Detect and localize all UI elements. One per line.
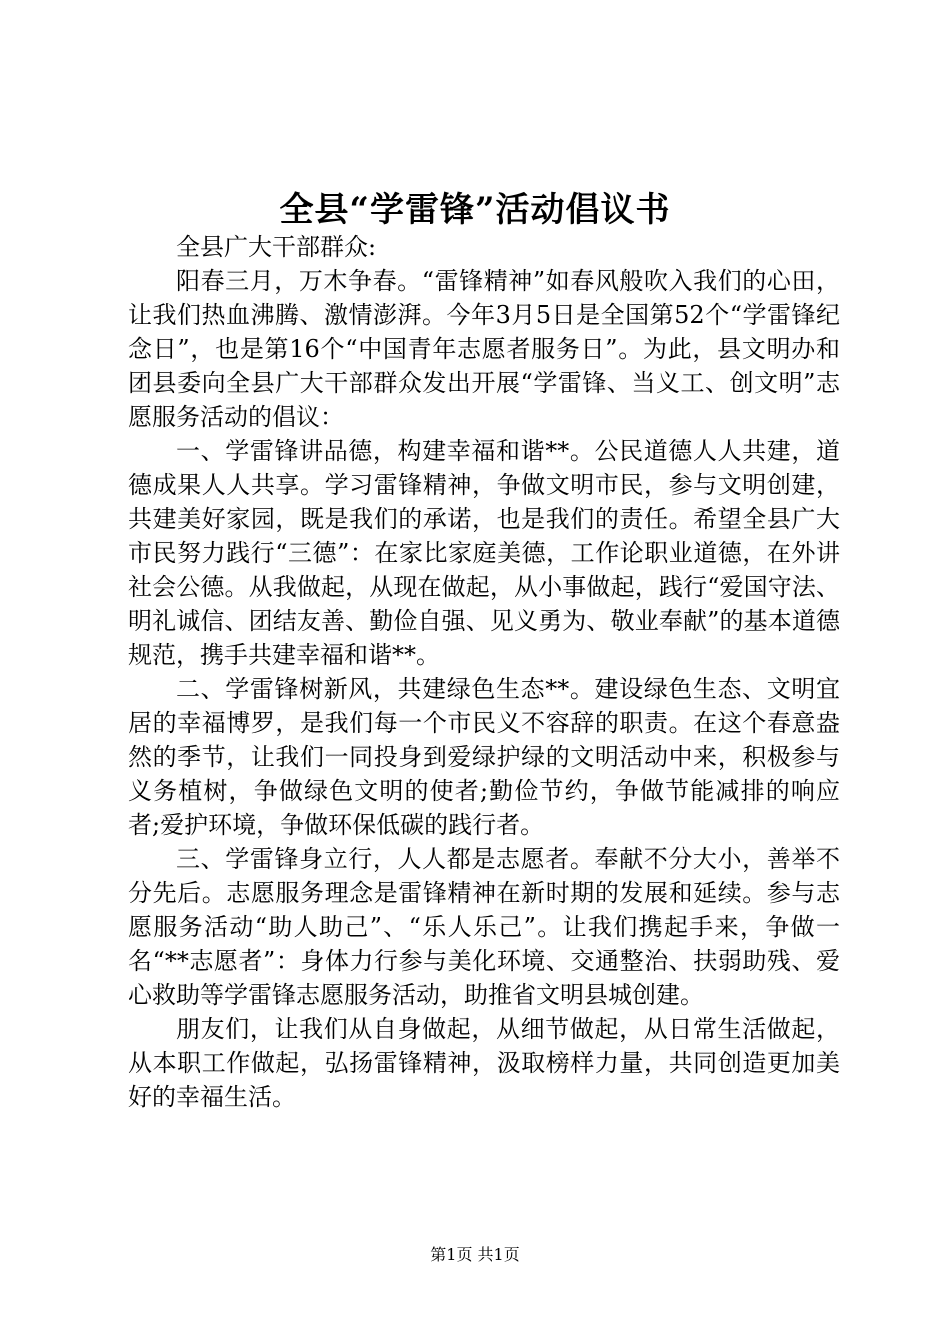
paragraph-closing: 朋友们，让我们从自身做起，从细节做起，从日常生活做起，从本职工作做起，弘扬雷锋精神，汲取榜样力量，共同创造更加美好的幸福生活。 xyxy=(128,1015,840,1111)
document-title: 全县“学雷锋”活动倡议书 xyxy=(279,190,671,230)
paragraph-point-one: 一、学雷锋讲品德，构建幸福和谐**。公民道德人人共建，道德成果人人共享。学习雷锋精神，争做文明市民，参与文明创建，共建美好家园，既是我们的承诺，也是我们的责任。希望全县广大市民努力践行“三德”：在家比家庭美德，工作论职业道德，在外讲社会公德。从我做起，从现在做起，从小事做起，践行“爱国守法、明礼诚信、团结友善、勤俭自强、见义勇为、敬业奉献”的基本道德规范，携手共建幸福和谐**。 xyxy=(128,437,840,669)
paragraph-point-two: 二、学雷锋树新风，共建绿色生态**。建设绿色生态、文明宜居的幸福博罗，是我们每一个市民义不容辞的职责。在这个春意盎然的季节，让我们一同投身到爱绿护绿的文明活动中来，积极参与义务植树，争做绿色文明的使者;勤俭节约，争做节能减排的响应者;爱护环境，争做环保低碳的践行者。 xyxy=(128,675,840,839)
paragraph-point-three: 三、学雷锋身立行，人人都是志愿者。奉献不分大小，善举不分先后。志愿服务理念是雷锋精神在新时期的发展和延续。参与志愿服务活动“助人助己”、“乐人乐己”。让我们携起手来，争做一名“**志愿者”：身体力行参与美化环境、交通整治、扶弱助残、爱心救助等学雷锋志愿服务活动，助推省文明县城创建。 xyxy=(128,845,840,1009)
document-body xyxy=(128,230,840,1114)
page-footer: 第1页 共1页 xyxy=(430,1245,520,1264)
paragraph-intro: 阳春三月，万木争春。“雷锋精神”如春风般吹入我们的心田，让我们热血沸腾、激情澎湃。今年3月5日是全国第52个“学雷锋纪念日”，也是第16个“中国青年志愿者服务日”。为此，县文明办和团县委向全县广大干部群众发出开展“学雷锋、当义工、创文明”志愿服务活动的倡议： xyxy=(128,267,840,431)
salutation: 全县广大干部群众: xyxy=(176,233,377,261)
